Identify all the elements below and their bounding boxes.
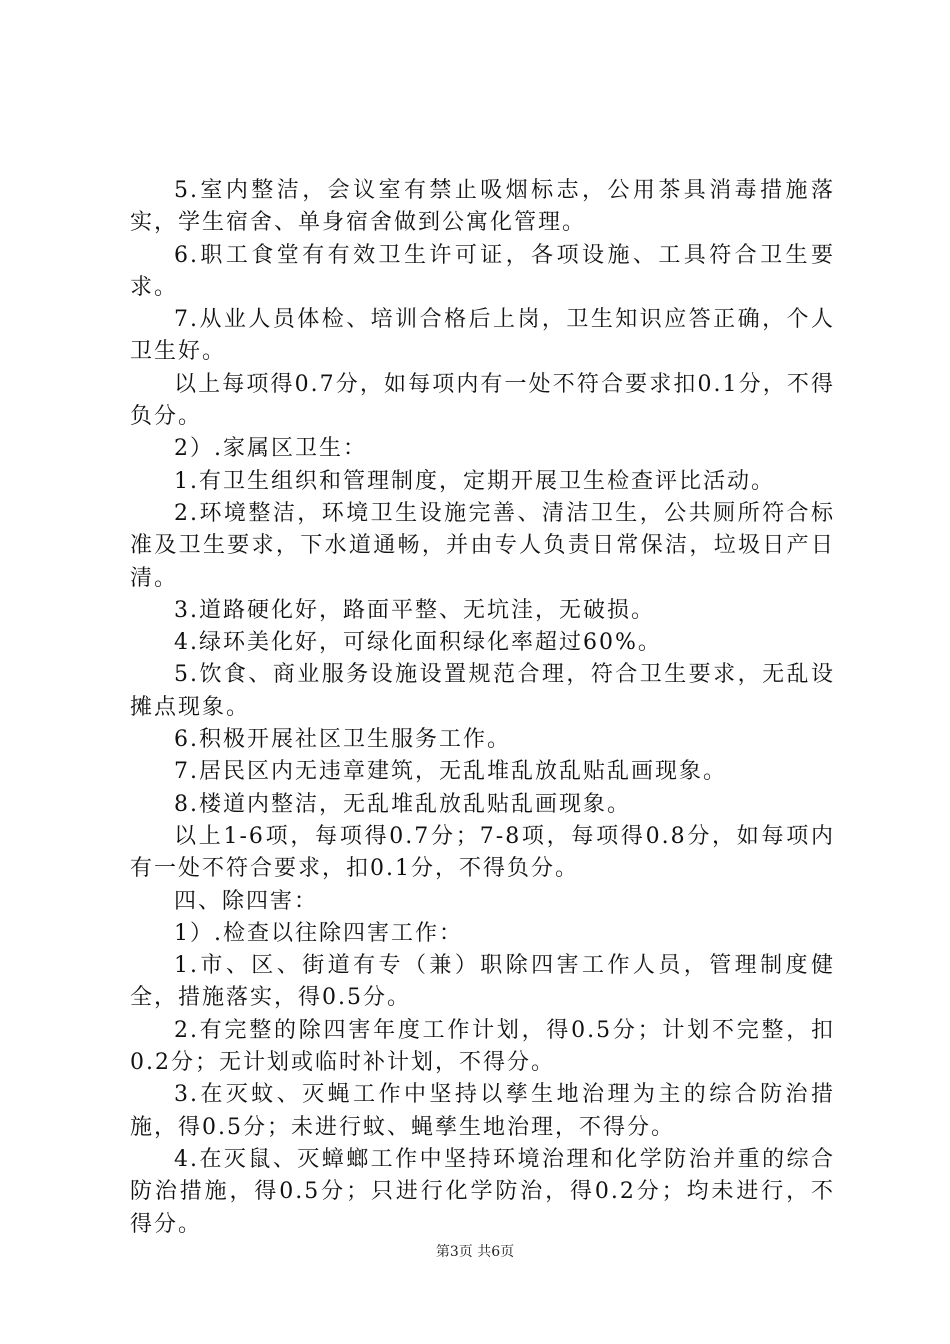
paragraph-17: 1.市、区、街道有专（兼）职除四害工作人员，管理制度健全，措施落实，得0.5分。 bbox=[130, 953, 835, 1011]
page-number-footer: 第3页 共6页 bbox=[435, 1244, 515, 1260]
document-body bbox=[130, 175, 835, 1241]
paragraph-18: 2.有完整的除四害年度工作计划，得0.5分；计划不完整，扣0.2分；无计划或临时补计划，不得分。 bbox=[130, 1017, 835, 1076]
paragraph-13: 8.楼道内整洁，无乱堆乱放乱贴乱画现象。 bbox=[174, 791, 631, 817]
section-heading-family-area: 2）.家属区卫生： bbox=[174, 436, 367, 462]
paragraph-1: 5.室内整洁，会议室有禁止吸烟标志，公用茶具消毒措施落实，学生宿舍、单身宿舍做到公寓化管理。 bbox=[130, 178, 835, 236]
subsection-heading-check: 1）.检查以往除四害工作： bbox=[174, 920, 463, 946]
paragraph-6: 1.有卫生组织和管理制度，定期开展卫生检查评比活动。 bbox=[174, 468, 775, 494]
paragraph-2: 6.职工食堂有有效卫生许可证，各项设施、工具符合卫生要求。 bbox=[130, 242, 835, 300]
paragraph-8: 3.道路硬化好，路面平整、无坑洼，无破损。 bbox=[174, 597, 655, 623]
paragraph-3: 7.从业人员体检、培训合格后上岗，卫生知识应答正确，个人卫生好。 bbox=[130, 307, 835, 365]
paragraph-14: 以上1-6项，每项得0.7分；7-8项，每项得0.8分，如每项内有一处不符合要求，扣0.1分，不得负分。 bbox=[130, 823, 835, 882]
paragraph-9: 4.绿环美化好，可绿化面积绿化率超过60%。 bbox=[174, 630, 662, 656]
paragraph-19: 3.在灭蚊、灭蝇工作中坚持以孳生地治理为主的综合防治措施，得0.5分；未进行蚊、蝇孳生地治理，不得分。 bbox=[130, 1082, 835, 1140]
paragraph-4: 以上每项得0.7分，如每项内有一处不符合要求扣0.1分，不得负分。 bbox=[130, 371, 835, 430]
paragraph-10: 5.饮食、商业服务设施设置规范合理，符合卫生要求，无乱设摊点现象。 bbox=[130, 662, 835, 720]
paragraph-7: 2.环境整洁，环境卫生设施完善、清洁卫生，公共厕所符合标准及卫生要求，下水道通畅，并由专人负责日常保洁，垃圾日产日清。 bbox=[130, 500, 835, 591]
paragraph-12: 7.居民区内无违章建筑，无乱堆乱放乱贴乱画现象。 bbox=[174, 759, 727, 785]
paragraph-20: 4.在灭鼠、灭蟑螂工作中坚持环境治理和化学防治并重的综合防治措施，得0.5分；只进行化学防治，得0.2分；均未进行，不得分。 bbox=[130, 1146, 835, 1237]
section-heading-four-pests: 四、除四害： bbox=[174, 888, 319, 914]
paragraph-11: 6.积极开展社区卫生服务工作。 bbox=[174, 727, 511, 753]
